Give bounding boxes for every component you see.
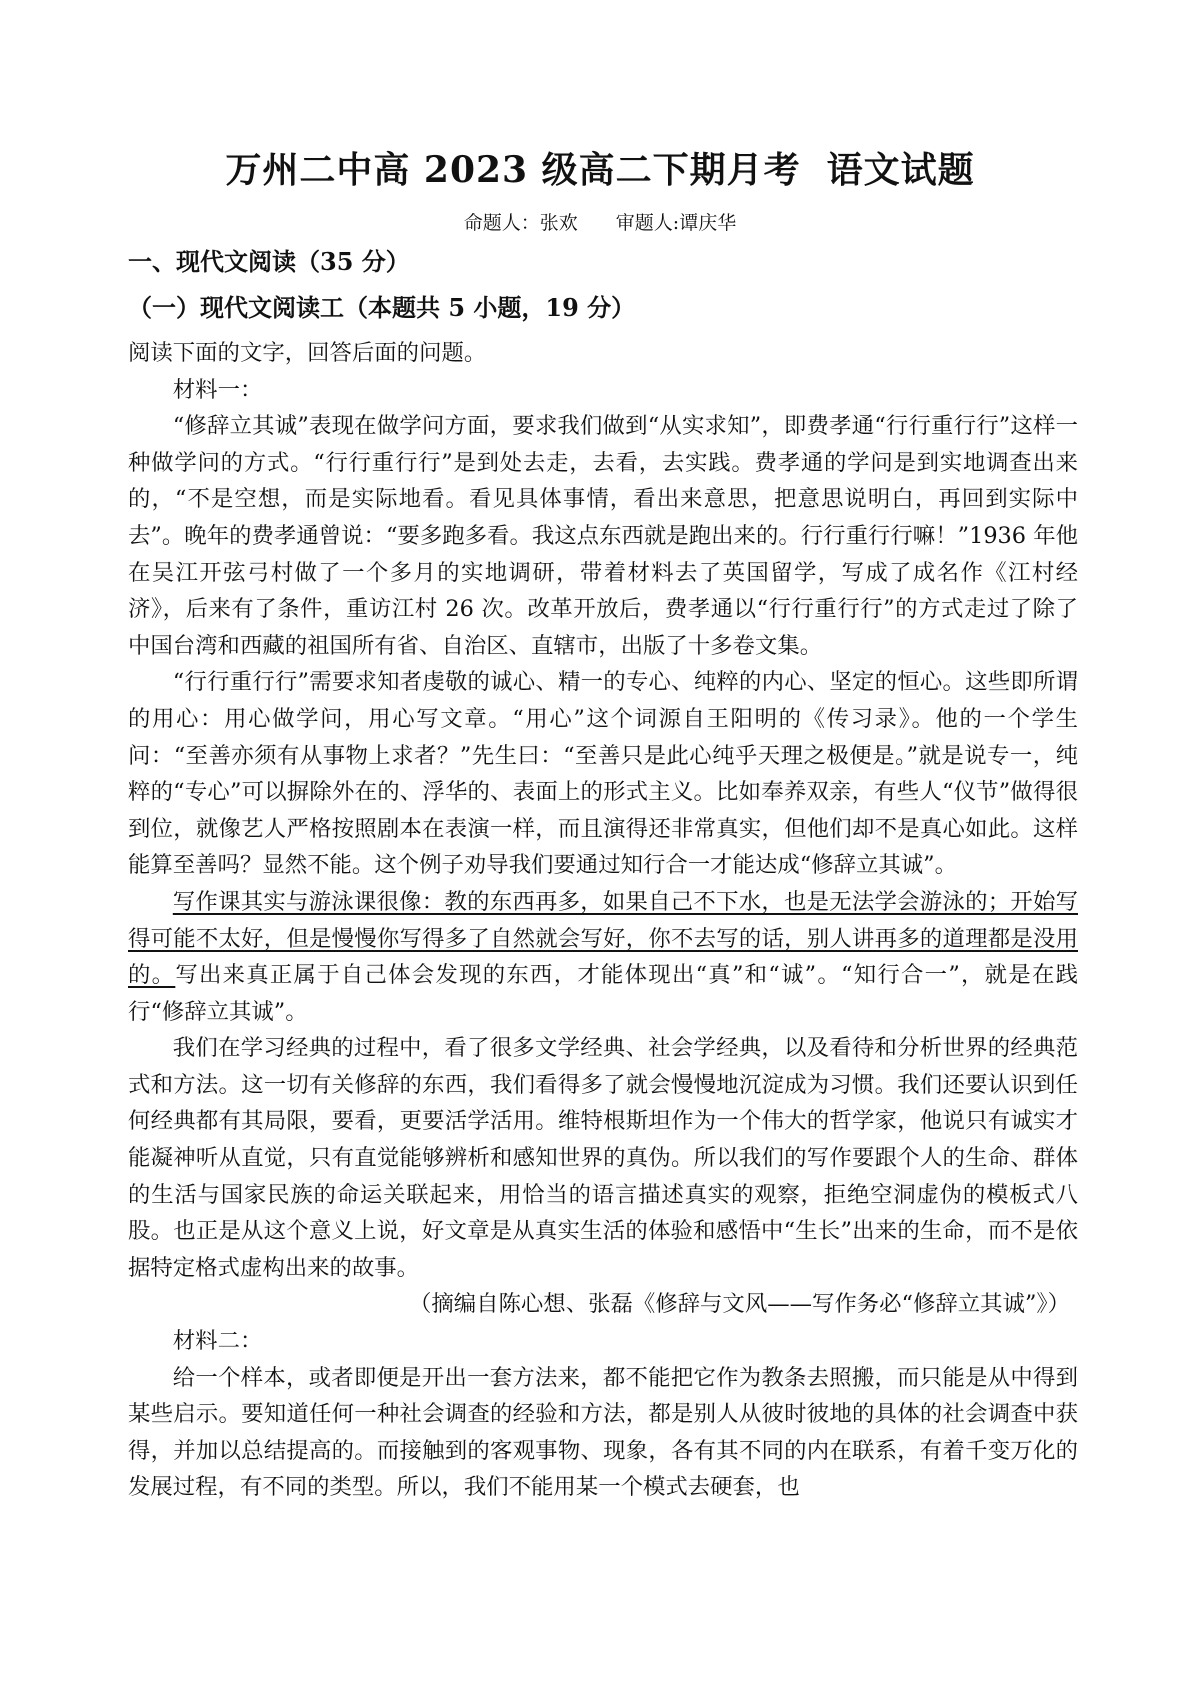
reading-passage <box>128 335 1078 1506</box>
author-line <box>0 208 1200 235</box>
material-1-paragraph-3 <box>128 884 1078 1030</box>
subsection-heading: （一）现代文阅读工（本题共 5 小题，19 分） <box>128 293 636 322</box>
exam-title-main: 万州二中高 2023 级高二下期月考 <box>225 149 801 191</box>
underlined-sentence: 写作课其实与游泳课很像：教的东西再多，如果自己不下水，也是无法学会游泳的；开始写得可能不太好，但是慢慢你写得多了自然就会写好，你不去写的话，别人讲再多的道理都是没用的。 <box>128 888 1078 989</box>
material-1-source: （摘编自陈心想、张磊《修辞与文风——写作务必“修辞立其诚”》） <box>408 1291 1070 1318</box>
material-1-paragraph-1: “修辞立其诚”表现在做学问方面，要求我们做到“从实求知”，即费孝通“行行重行行”这样一种做学问的方式。“行行重行行”是到处去走，去看，去实践。费孝通的学问是到实地调查出来的，“不是空想，而是实际地看。看见具体事情，看出来意思，把意思说明白，再回到实际中去”。晚年的费孝通曾说：“要多跑多看。我这点东西就是跑出来的。行行重行行嘛！”1936 年他在吴江开弦弓村做了一个多月的实地调研，带着材料去了英国留学，写成了成名作《江村经济》，后来有了条件，重访江村 26 次。改革开放后，费孝通以“行行重行行”的方式走过了除了中国台湾和西藏的祖国所有省、自治区、直辖市，出版了十多卷文集。 <box>128 413 1078 659</box>
material-2-paragraph-1: 给一个样本，或者即便是开出一套方法来，都不能把它作为教条去照搬，而只能是从中得到某些启示。要知道任何一种社会调查的经验和方法，都是别人从彼时彼地的具体的社会调查中获得，并加以总结提高的。而接触到的客观事物、现象，各有其不同的内在联系，有着千变万化的发展过程，有不同的类型。所以，我们不能用某一个模式去硬套，也 <box>128 1364 1078 1501</box>
material-1-paragraph-4: 我们在学习经典的过程中，看了很多文学经典、社会学经典，以及看待和分析世界的经典范式和方法。这一切有关修辞的东西，我们看得多了就会慢慢地沉淀成为习惯。我们还要认识到任何经典都有其局限，要看，更要活学活用。维特根斯坦作为一个伟大的哲学家，他说只有诚实才能凝神听从直觉，只有直觉能够辨析和感知世界的真伪。所以我们的写作要跟个人的生命、群体的生活与国家民族的命运关联起来，用恰当的语言描述真实的观察，拒绝空洞虚伪的模板式八股。也正是从这个意义上说，好文章是从真实生活的体验和感悟中“生长”出来的生命，而不是依据特定格式虚构出来的故事。 <box>128 1035 1078 1281</box>
section-heading: 一、现代文阅读（35 分） <box>128 247 410 276</box>
question-reviewer: 审题人:谭庆华 <box>615 212 737 234</box>
material-1-label: 材料一： <box>172 376 263 403</box>
material-2-label: 材料二： <box>172 1328 263 1355</box>
instruction-text: 阅读下面的文字，回答后面的问题。 <box>128 340 487 366</box>
material-1-paragraph-2: “行行重行行”需要求知者虔敬的诚心、精一的专心、纯粹的内心、坚定的恒心。这些即所谓的用心：用心做学问，用心写文章。“用心”这个词源自王阳明的《传习录》。他的一个学生问：“至善亦须有从事物上求者？”先生曰：“至善只是此心纯乎天理之极便是。”就是说专一，纯粹的“专心”可以摒除外在的、浮华的、表面上的形式主义。比如奉养双亲，有些人“仪节”做得很到位，就像艺人严格按照剧本在表演一样，而且演得还非常真实，但他们却不是真心如此。这样能算至善吗？显然不能。这个例子劝导我们要通过知行合一才能达成“修辞立其诚”。 <box>128 669 1078 879</box>
exam-title-subject: 语文试题 <box>826 149 975 191</box>
question-setter: 命题人：张欢 <box>463 212 578 234</box>
exam-title <box>0 142 1200 193</box>
paragraph-3-rest: 写出来真正属于自己体会发现的东西，才能体现出“真”和“诚”。“知行合一”，就是在践行“修辞立其诚”。 <box>128 962 1079 1025</box>
